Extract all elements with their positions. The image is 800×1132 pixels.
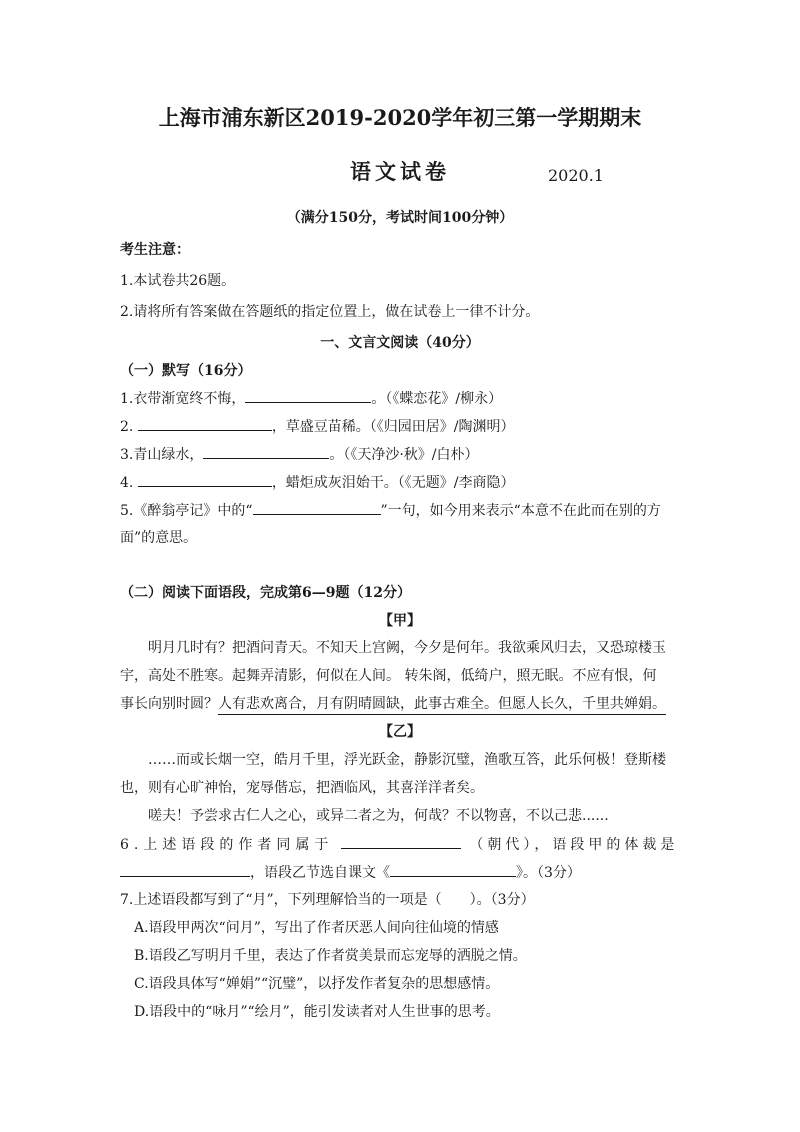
option-b: B.语段乙写明月千里，表达了作者赏美景而忘宠辱的洒脱之情。 — [134, 948, 527, 964]
passage-jia-label: 【甲】 — [379, 613, 421, 629]
passage-jia-line: 宇，高处不胜寒。起舞弄清影，何似在人间。 转朱阁，低绮户，照无眠。不应有恨，何 — [120, 668, 657, 684]
exam-title: 上海市浦东新区2019-2020学年初三第一学期期末 — [158, 105, 642, 130]
question-1: 1.衣带渐宽终不悔， 。（《蝶恋花》/柳永） — [120, 388, 502, 409]
exam-subtitle: 语文试卷 — [350, 159, 450, 184]
answer-blank[interactable] — [245, 388, 371, 403]
exam-date: 2020.1 — [548, 166, 604, 185]
passage-jia-line: 明月几时有？把酒问青天。不知天上宫阙，今夕是何年。我欲乘风归去，又恐琼楼玉 — [148, 640, 666, 656]
notice-heading: 考生注意： — [120, 242, 190, 258]
notice-item: 2.请将所有答案做在答题纸的指定位置上，做在试卷上一律不计分。 — [120, 304, 540, 320]
question-3: 3.青山绿水， 。（《天净沙·秋》/白朴） — [120, 444, 479, 465]
notice-item: 1.本试卷共26题。 — [120, 273, 236, 289]
question-5: 5.《醉翁亭记》中的“ ”一句，如今用来表示“本意不在此而在别的方 — [120, 500, 661, 521]
part1-heading: （一）默写（16分） — [120, 363, 252, 379]
answer-blank[interactable] — [203, 444, 329, 459]
answer-blank[interactable] — [390, 862, 516, 877]
part2-heading: （二）阅读下面语段，完成第6—9题（12分） — [120, 585, 411, 601]
underlined-sentence: 人有悲欢离合，月有阴晴圆缺，此事古难全。但愿人长久，千里共婵娟。 — [218, 694, 666, 715]
question-4: 4. ，蜡炬成灰泪始干。（《无题》/李商隐） — [120, 472, 515, 493]
passage-yi-line: ……而或长烟一空，皓月千里，浮光跃金，静影沉璧，渔歌互答，此乐何极！登斯楼 — [148, 752, 666, 768]
question-2: 2. ，草盛豆苗稀。（《归园田居》/陶渊明） — [120, 416, 515, 437]
option-a: A.语段甲两次“问月”，写出了作者厌恶人间向往仙境的情感 — [134, 920, 499, 936]
question-6: 6.上述语段的作者同属于 （朝代），语段甲的体裁是 — [120, 834, 680, 855]
question-5-cont: 面”的意思。 — [120, 530, 198, 546]
passage-yi-label: 【乙】 — [379, 724, 421, 740]
passage-yi-line: 也，则有心旷神怡，宠辱偕忘，把酒临风，其喜洋洋者矣。 — [120, 780, 484, 796]
question-7: 7.上述语段都写到了“月”，下列理解恰当的一项是（ ）。（3分） — [120, 892, 535, 908]
answer-blank[interactable] — [138, 472, 272, 487]
score-note: （满分150分，考试时间100分钟） — [286, 210, 514, 226]
answer-blank[interactable] — [138, 416, 272, 431]
passage-yi-line: 嗟夫！予尝求古仁人之心，或异二者之为，何哉？不以物喜，不以己悲...... — [148, 808, 609, 824]
answer-blank[interactable] — [253, 500, 381, 515]
passage-jia-line: 事长向别时圆？人有悲欢离合，月有阴晴圆缺，此事古难全。但愿人长久，千里共婵娟。 — [120, 694, 666, 715]
section-heading: 一、文言文阅读（40分） — [320, 335, 480, 351]
option-c: C.语段具体写“婵娟”“沉璧”，以抒发作者复杂的思想感情。 — [134, 976, 500, 992]
answer-blank[interactable] — [120, 862, 250, 877]
question-6-cont: ，语段乙节选自课文《 》。（3分） — [120, 862, 581, 883]
answer-blank[interactable] — [341, 834, 461, 849]
option-d: D.语段中的“咏月”“绘月”，能引发读者对人生世事的思考。 — [134, 1004, 500, 1020]
